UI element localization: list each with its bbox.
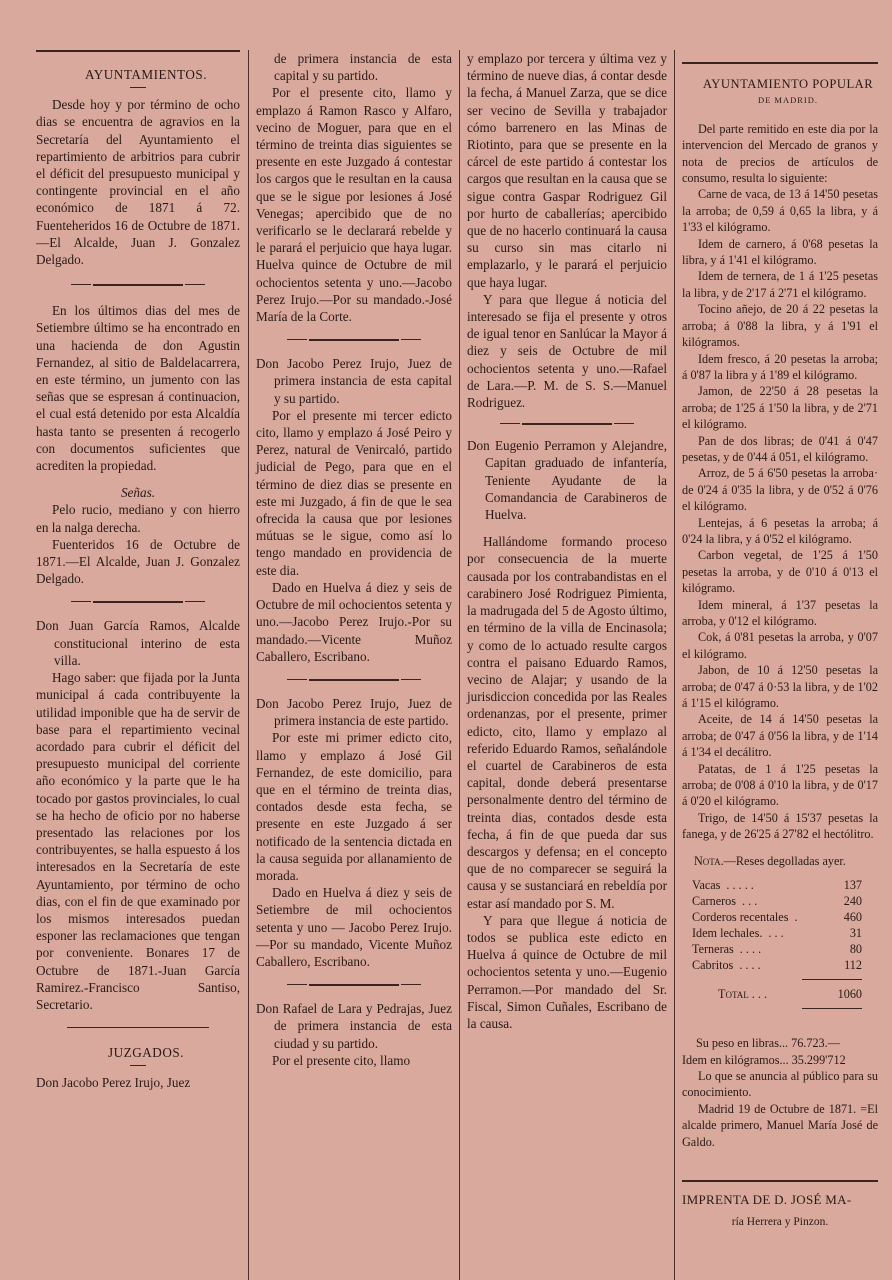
reses-total: [682, 986, 878, 1002]
nota-text: —Reses degolladas ayer.: [723, 853, 846, 868]
peso-kilogramos: Idem en kilógramos... 35.299'712: [682, 1052, 846, 1067]
reses-count: 80: [849, 942, 862, 957]
reses-row: [682, 893, 878, 909]
column-rule: [248, 50, 249, 1280]
notice-jumento: En los últimos dias del mes de Setiembre último se ha encontrado en una hacienda de don Agustin Fernandez, al sitio de Baldelacarrera, en este término, un jumento con las señas que se espresan á continuacion, el cual está detenido por esta Alcaldía hasta tanto se presenten á recogerlo con documentos suficientes que acrediten la propiedad.: [36, 303, 240, 474]
total-label: Total . . .: [718, 987, 767, 1002]
reses-name: Terneras . . . .: [692, 942, 762, 957]
reses-count: 137: [843, 878, 862, 893]
price-item: Idem mineral, á 1'37 pesetas la arroba, y 0'12 el kilógramo.: [682, 597, 878, 628]
edict-5-body: Hallándome formando proceso por consecuencia de la muerte causada por los contrabandistas en el carabinero José Rodriguez Pimienta, la madrugada del 5 de Agosto último, en término de la villa de Encinasola; y como de lo actuado resulte cargos contra el paisano Eduardo Ramos, vecino de Alajar; y usando de la jurisdiccion concedida por las Reales ordenanzas, por el presente, primer edicto, cito, llamo y emplazo al referido Eduardo Ramos, señalándole el cuartel de Carabineros de esta capital, donde deberá presentarse personalmente dentro del término de treinta dias, contados desde esta fecha, á fin de que pueda dar sus descargos y defensa; en el concepto que de no comparecer se seguirá la causa y se sustanciará en rebeldía por estar así mandado por S. M.: [467, 534, 667, 911]
edict-1-continued: de primera instancia de esta capital y su partido.: [274, 51, 452, 84]
rule: [682, 1180, 878, 1182]
reses-count: 112: [844, 958, 862, 973]
edict-4-body-start: Por el presente cito, llamo: [272, 1052, 411, 1068]
senas-text: Pelo rucio, mediano y con hierro en la nalga derecha.: [36, 502, 240, 535]
column-3: [467, 0, 667, 1032]
separator: [309, 984, 399, 986]
section-heading-juzgados: JUZGADOS.: [108, 1045, 184, 1061]
edict-4-continued: y emplazo por tercera y última vez y término de nueve dias, á contar desde la fecha, á Manuel Zarza, que se dice ser vecino de Sevilla y trabajador cómo barrenero en las Minas de Riotinto, para que se presente en la cárcel de este partido á contestar los cargos que resultan en la causa que se sigue contra Gaspar Rodriguez Gil por hurto de caballerías; apercibido que de no hacerlo continuará la causa su curso sin mas citarlo ni emplazarlo, y le parará el perjuicio que haya lugar.: [467, 51, 667, 290]
edict-5-heading: Don Eugenio Perramon y Alejandre, Capitan graduado de infantería, Teniente Ayudante de la Comandancia de Carabineros de Huelva.: [467, 438, 667, 523]
section-heading-ayuntamiento-popular: AYUNTAMIENTO POPULAR: [702, 77, 874, 91]
rule: [67, 1027, 210, 1028]
separator: [522, 423, 612, 425]
reses-name: Idem lechales. . . .: [692, 926, 784, 941]
section-heading-ayuntamientos: AYUNTAMIENTOS.: [84, 67, 208, 82]
anuncio: Lo que se anuncia al público para su conocimiento.: [682, 1068, 878, 1100]
column-2: [256, 0, 452, 1069]
edict-2-signature: Dado en Huelva á diez y seis de Octubre de mil ochocientos setenta y uno.—Jacobo Perez Irujo.-Por su mandado.—Vicente Muñoz Caballero, Escribano.: [256, 579, 452, 664]
notice-jumento-signature: Fuenteridos 16 de Octubre de 1871.—El Alcalde, Juan J. Gonzalez Delgado.: [36, 536, 240, 587]
price-item: Aceite, de 14 á 14'50 pesetas la arroba; de 0'47 á 0'56 la libra, y de 1'14 á 1'34 el decálitro.: [682, 712, 878, 760]
dash-separator: [130, 1065, 146, 1066]
price-item: Idem de ternera, de 1 á 1'25 pesetas la libra, y de 2'17 á 2'71 el kilógramo.: [682, 269, 878, 300]
firma-alcalde: Madrid 19 de Octubre de 1871. =El alcalde primero, Manuel María José de Galdo.: [682, 1101, 878, 1149]
separator: [93, 284, 183, 286]
price-item: Arroz, de 5 á 6'50 pesetas la arroba· de 0'24 á 0'35 la libra, y de 0'52 á 0'76 el kilógramo.: [682, 466, 878, 514]
price-item: Patatas, de 1 á 1'25 pesetas la arroba; de 0'08 á 0'10 la libra, y de 0'17 á 0'20 el kilógramo.: [682, 761, 878, 809]
rule: [802, 1008, 862, 1009]
reses-table: [682, 877, 878, 973]
reses-name: Carneros . . .: [692, 894, 758, 909]
price-item: Jabon, de 10 á 12'50 pesetas la arroba; de 0'47 á 0·53 la libra, y de 1'02 á 1'15 el kilógramo.: [682, 663, 878, 711]
reses-row: [682, 957, 878, 973]
top-rule: [682, 62, 878, 64]
total-value: 1060: [837, 987, 862, 1002]
nota-label: Nota.: [694, 853, 724, 868]
reses-row: [682, 877, 878, 893]
nota-reses: [682, 853, 878, 869]
reses-name: Corderos recentales .: [692, 910, 798, 925]
price-item: Idem fresco, á 20 pesetas la arroba; á 0'87 la libra y á 1'89 el kilógramo.: [682, 351, 878, 382]
edict-3-signature: Dado en Huelva á diez y seis de Setiembre de mil ochocientos setenta y uno — Jacobo Perez Irujo.—Por su mandado, Vicente Muñoz Caballero, Escribano.: [256, 885, 452, 969]
section-subheading-madrid: DE MADRID.: [757, 95, 819, 106]
reses-row: [682, 925, 878, 941]
senas-label: Señas.: [120, 485, 156, 501]
column-1: [36, 0, 240, 1092]
column-4: [682, 0, 878, 1231]
rule: [802, 979, 862, 980]
column-rule: [459, 50, 460, 1280]
peso-libras: Su peso en libras... 76.723.—: [696, 1036, 840, 1051]
reses-name: Cabritos . . . .: [692, 958, 761, 973]
edict-4-heading: Don Rafael de Lara y Pedrajas, Juez de primera instancia de esta ciudad y su partido.: [256, 1001, 452, 1051]
dash-separator: [130, 87, 146, 88]
price-item: Jamon, de 22'50 á 28 pesetas la arroba; de 1'25 á 1'50 la libra, y de 2'71 el kilógramo.: [682, 384, 878, 432]
reses-row: [682, 941, 878, 957]
price-item: Carne de vaca, de 13 á 14'50 pesetas la arroba; de 0,59 á 0,65 la libra, y á 1'33 el kilógramo.: [682, 187, 878, 235]
edict-2-body: Por el presente mi tercer edicto cito, llamo y emplazo á José Peiro y Perez, natural de Venircaló, partido judicial de Pego, para que en el término de diez dias se presente en este mi Juzgado, á fin de que le sea ofrecida la causa que por lesiones mútuas se le sigue, como así lo tengo mandado en providencia de este dia.: [256, 407, 452, 578]
market-intro: Del parte remitido en este dia por la intervencion del Mercado de granos y nota de precios de artículos de consumo, resulta lo siguiente:: [682, 121, 878, 186]
price-item: Idem de carnero, á 0'68 pesetas la libra, y á 1'41 el kilógramo.: [682, 236, 878, 268]
price-item: Cok, á 0'81 pesetas la arroba, y 0'07 el kilógramo.: [682, 630, 878, 661]
notice-repartimiento: Desde hoy y por término de ocho dias se encuentra de agravios en la Secretaría del Ayuntamiento el repartimiento de arbitrios para cubrir el déficit del presupuesto municipal y contingente provincial en el año económico de 1871 á 72. Fuenteheridos 16 de Octubre de 1871.—El Alcalde, Juan J. Gonzalez Delgado.: [36, 97, 240, 268]
edict-5-signature: Y para que llegue á noticia de todos se publica este edicto en Huelva á quince de Octubre de mil ochocientos setenta y uno.—Eugenio Perramon.—Por mandado del Sr. Fiscal, Simon Cuñales, Escribano de la causa.: [467, 912, 667, 1031]
reses-row: [682, 909, 878, 925]
separator: [309, 679, 399, 681]
top-rule: [36, 50, 240, 52]
imprenta-line-1: IMPRENTA DE D. JOSÉ MA-: [682, 1191, 852, 1207]
imprenta-line-2: ría Herrera y Pinzon.: [731, 1216, 829, 1229]
reses-name: Vacas . . . . .: [692, 878, 754, 893]
edict-perez-irujo-start: Don Jacobo Perez Irujo, Juez: [36, 1075, 191, 1091]
price-item: Trigo, de 14'50 á 15'37 pesetas la fanega, y de 26'25 á 27'82 el hectólitro.: [682, 810, 878, 842]
separator: [309, 339, 399, 341]
price-item: Pan de dos libras; de 0'41 á 0'47 pesetas, y de 0'44 á 051, el kilógramo.: [682, 433, 878, 464]
price-list: [682, 186, 878, 842]
notice-garcia-heading: Don Juan García Ramos, Alcalde constitucional interino de esta villa.: [36, 618, 240, 668]
reses-count: 240: [843, 894, 862, 909]
edict-4-signature: Y para que llegue á noticia del interesado se fija el presente y otros de igual tenor en Sanlúcar la Mayor á diez y seis de Octubre de mil ochocientos setenta y uno.—Rafael de Lara.—P. M. de S. S.—Manuel Rodriguez.: [467, 291, 667, 411]
edict-3-heading: Don Jacobo Perez Irujo, Juez de primera instancia de este partido.: [256, 695, 452, 729]
reses-count: 460: [843, 910, 862, 925]
edict-1-body: Por el presente cito, llamo y emplazo á Ramon Rasco y Alfaro, vecino de Moguer, para que en el término de treinta dias siguientes se presente en este Juzgado á contestar los cargos que le resultan en la causa que se le sigue por lesiones á José Venegas; apercibido que de no verificarlo se le declarará rebelde y le parará el perjuicio que haya lugar. Huelva quince de Octubre de mil ochocientos setenta y uno.—Jacobo Perez Irujo.—Por su mandado.-José María de la Corte.: [256, 85, 452, 325]
column-rule: [674, 50, 675, 1280]
edict-2-heading: Don Jacobo Perez Irujo, Juez de primera instancia de esta capital y su partido.: [256, 356, 452, 406]
price-item: Lentejas, á 6 pesetas la arroba; á 0'24 la libra, y á 0'52 el kilógramo.: [682, 515, 878, 546]
price-item: Carbon vegetal, de 1'25 á 1'50 pesetas la arroba, y de 0'10 á 0'13 el kilógramo.: [682, 548, 878, 596]
edict-3-body: Por este mi primer edicto cito, llamo y emplazo á José Gil Fernandez, de este domicilio, para que en el término de treinta dias, contados desde esta fecha, se presente en este Juzgado á ser notificado de la sentencia dictada en la causa seguida por allanamiento de morada.: [256, 730, 452, 883]
price-item: Tocino añejo, de 20 á 22 pesetas la arroba; á 0'88 la libra, y á 1'91 el kilógramos.: [682, 302, 878, 350]
separator: [93, 601, 183, 603]
reses-count: 31: [849, 926, 862, 941]
notice-garcia-body: Hago saber: que fijada por la Junta municipal á cada contribuyente la utilidad imponible que ha de servir de base para el repartimiento vecinal acordado para cubrir el déficit del presupuesto municipal del corriente año económico y la parte que le ha tocado por gastos provinciales, lo cual se ha hecho de oficio por no haberse presentado las relaciones por los contribuyentes, se halla espuesto á los interesados en la Secretaría de este Ayuntamiento, por término de ocho dias, con el fin de que examinado por los mismos interesados puedan esponer las reclamaciones que tengan por conveniente. Bonares 17 de Octubre de 1871.-Juan García Ramirez.-Francisco Santiso, Secretario.: [36, 670, 240, 1012]
